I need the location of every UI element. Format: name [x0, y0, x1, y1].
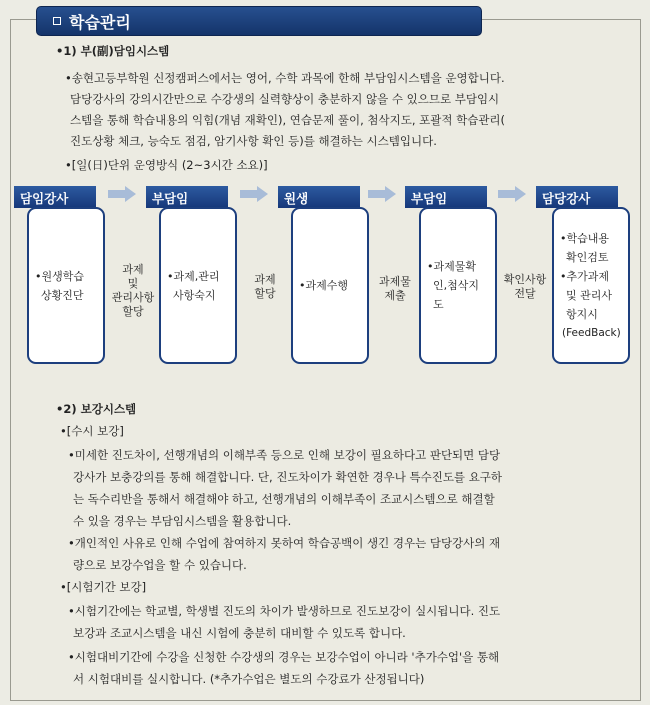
sec1-para-line: 진도상황 체크, 능숙도 점검, 암기사항 확인 등)를 해결하는 시스템입니다. [70, 134, 437, 148]
flow-step-text: •추가과제 [560, 269, 609, 283]
sec2-para-line: 보강과 조교시스템을 내신 시험에 충분히 대비할 수 있도록 합니다. [73, 626, 406, 640]
transition-text: 할당 [122, 305, 144, 318]
flow-step-text: •과제수행 [299, 279, 348, 292]
flow-step-text: 도 [433, 298, 444, 311]
flow-step-text: •과제,관리 [167, 269, 220, 283]
flow-step-head: 원생 [278, 186, 360, 208]
transition-text: 관리사항 [111, 291, 155, 304]
sec2-para-line: 강사가 보충강의를 통해 해결합니다. 단, 진도차이가 확연한 경우나 특수진도를 요구하 [73, 470, 503, 484]
transition-text: 제출 [384, 289, 406, 302]
section2-heading: •2) 보강시스템 [56, 402, 137, 416]
section-title-tab [36, 6, 482, 36]
right-arrow-icon [240, 186, 268, 202]
flow-step-head: 담임강사 [14, 186, 96, 208]
flow-step-box [291, 207, 369, 364]
flow-step-head: 부담임 [146, 186, 228, 208]
sub-heading-exam-makeup: •[시험기간 보강] [60, 580, 147, 594]
flow-step-text: 확인검토 [566, 250, 609, 264]
sec1-para-line: 담당강사의 강의시간만으로 수강생의 실력향상이 충분하지 않을 수 있으므로 부담임시 [70, 92, 500, 106]
flow-step-box [552, 207, 630, 364]
flow-transition-label [108, 263, 158, 319]
flow-step-text: •과제물확 [427, 260, 476, 273]
flow-step-box [419, 207, 497, 364]
sec2-para-line: 수 있을 경우는 부담임시스템을 활용합니다. [73, 514, 292, 528]
sec2-para-line: 서 시험대비를 실시합니다. (*추가수업은 별도의 수강료가 산정됩니다) [73, 672, 425, 686]
page-title: 학습관리 [69, 12, 131, 32]
flow-step-text: (FeedBack) [562, 326, 621, 339]
right-arrow-icon [368, 186, 396, 202]
flow-transition-label [370, 275, 420, 303]
right-arrow-icon [108, 186, 136, 202]
flow-step-text: 상황진단 [41, 288, 84, 302]
flow-step-box [27, 207, 105, 364]
flow-step-text: •학습내용 [560, 231, 609, 245]
transition-text: 할당 [254, 287, 276, 300]
flow-step-text: •원생학습 [35, 269, 84, 283]
flow-step-box [159, 207, 237, 364]
sec1-para-line: 스템을 통해 학습내용의 익힘(개념 재확인), 연습문제 풀이, 첨삭지도, 포괄적 학습관리( [70, 113, 506, 127]
sec2-para-line: •미세한 진도차이, 선행개념의 이해부족 등으로 인해 보강이 필요하다고 판단되면 담당 [68, 448, 501, 462]
transition-text: 전달 [514, 287, 536, 300]
square-bullet-icon [53, 17, 61, 25]
sub-heading-regular-makeup: •[수시 보강] [60, 424, 124, 438]
transition-text: 과제물 [379, 275, 411, 288]
sec2-para-line: •시험대비기간에 수강을 신청한 수강생의 경우는 보강수업이 아니라 '추가수업'을 통해 [68, 650, 500, 664]
transition-text: 과제 [254, 273, 276, 286]
flow-step-text: 및 관리사 [566, 288, 613, 302]
sec1-para-line: •송현고등부학원 신정캠퍼스에서는 영어, 수학 과목에 한해 부담임시스템을 운영합니다. [65, 71, 505, 85]
flow-step-head: 부담임 [405, 186, 487, 208]
transition-text: 확인사항 [503, 273, 547, 286]
transition-text: 및 [127, 277, 139, 290]
unit-operation-label: •[일(日)단위 운영방식 (2~3시간 소요)] [65, 158, 268, 172]
flow-step-head: 담당강사 [536, 186, 618, 208]
flow-step-text: 인,첨삭지 [433, 279, 480, 292]
sec2-para-line: •시험기간에는 학교별, 학생별 진도의 차이가 발생하므로 진도보강이 실시됩니다. 진도 [68, 604, 501, 618]
sec2-para-line: 량으로 보강수업을 할 수 있습니다. [73, 558, 247, 572]
flow-step-text: 항지시 [566, 307, 598, 321]
sec2-para-line: •개인적인 사유로 인해 수업에 참여하지 못하여 학습공백이 생긴 경우는 담당강사의 재 [68, 536, 501, 550]
sec2-para-line: 는 독수리반을 통해서 해결해야 하고, 선행개념의 이해부족이 조교시스템으로 해결할 [73, 492, 495, 506]
section1-heading: •1) 부(副)담임시스템 [56, 44, 170, 58]
flow-transition-label [240, 273, 290, 301]
flow-transition-label [500, 273, 550, 301]
transition-text: 과제 [122, 263, 144, 276]
flow-step-text: 사항숙지 [173, 288, 216, 302]
right-arrow-icon [498, 186, 526, 202]
